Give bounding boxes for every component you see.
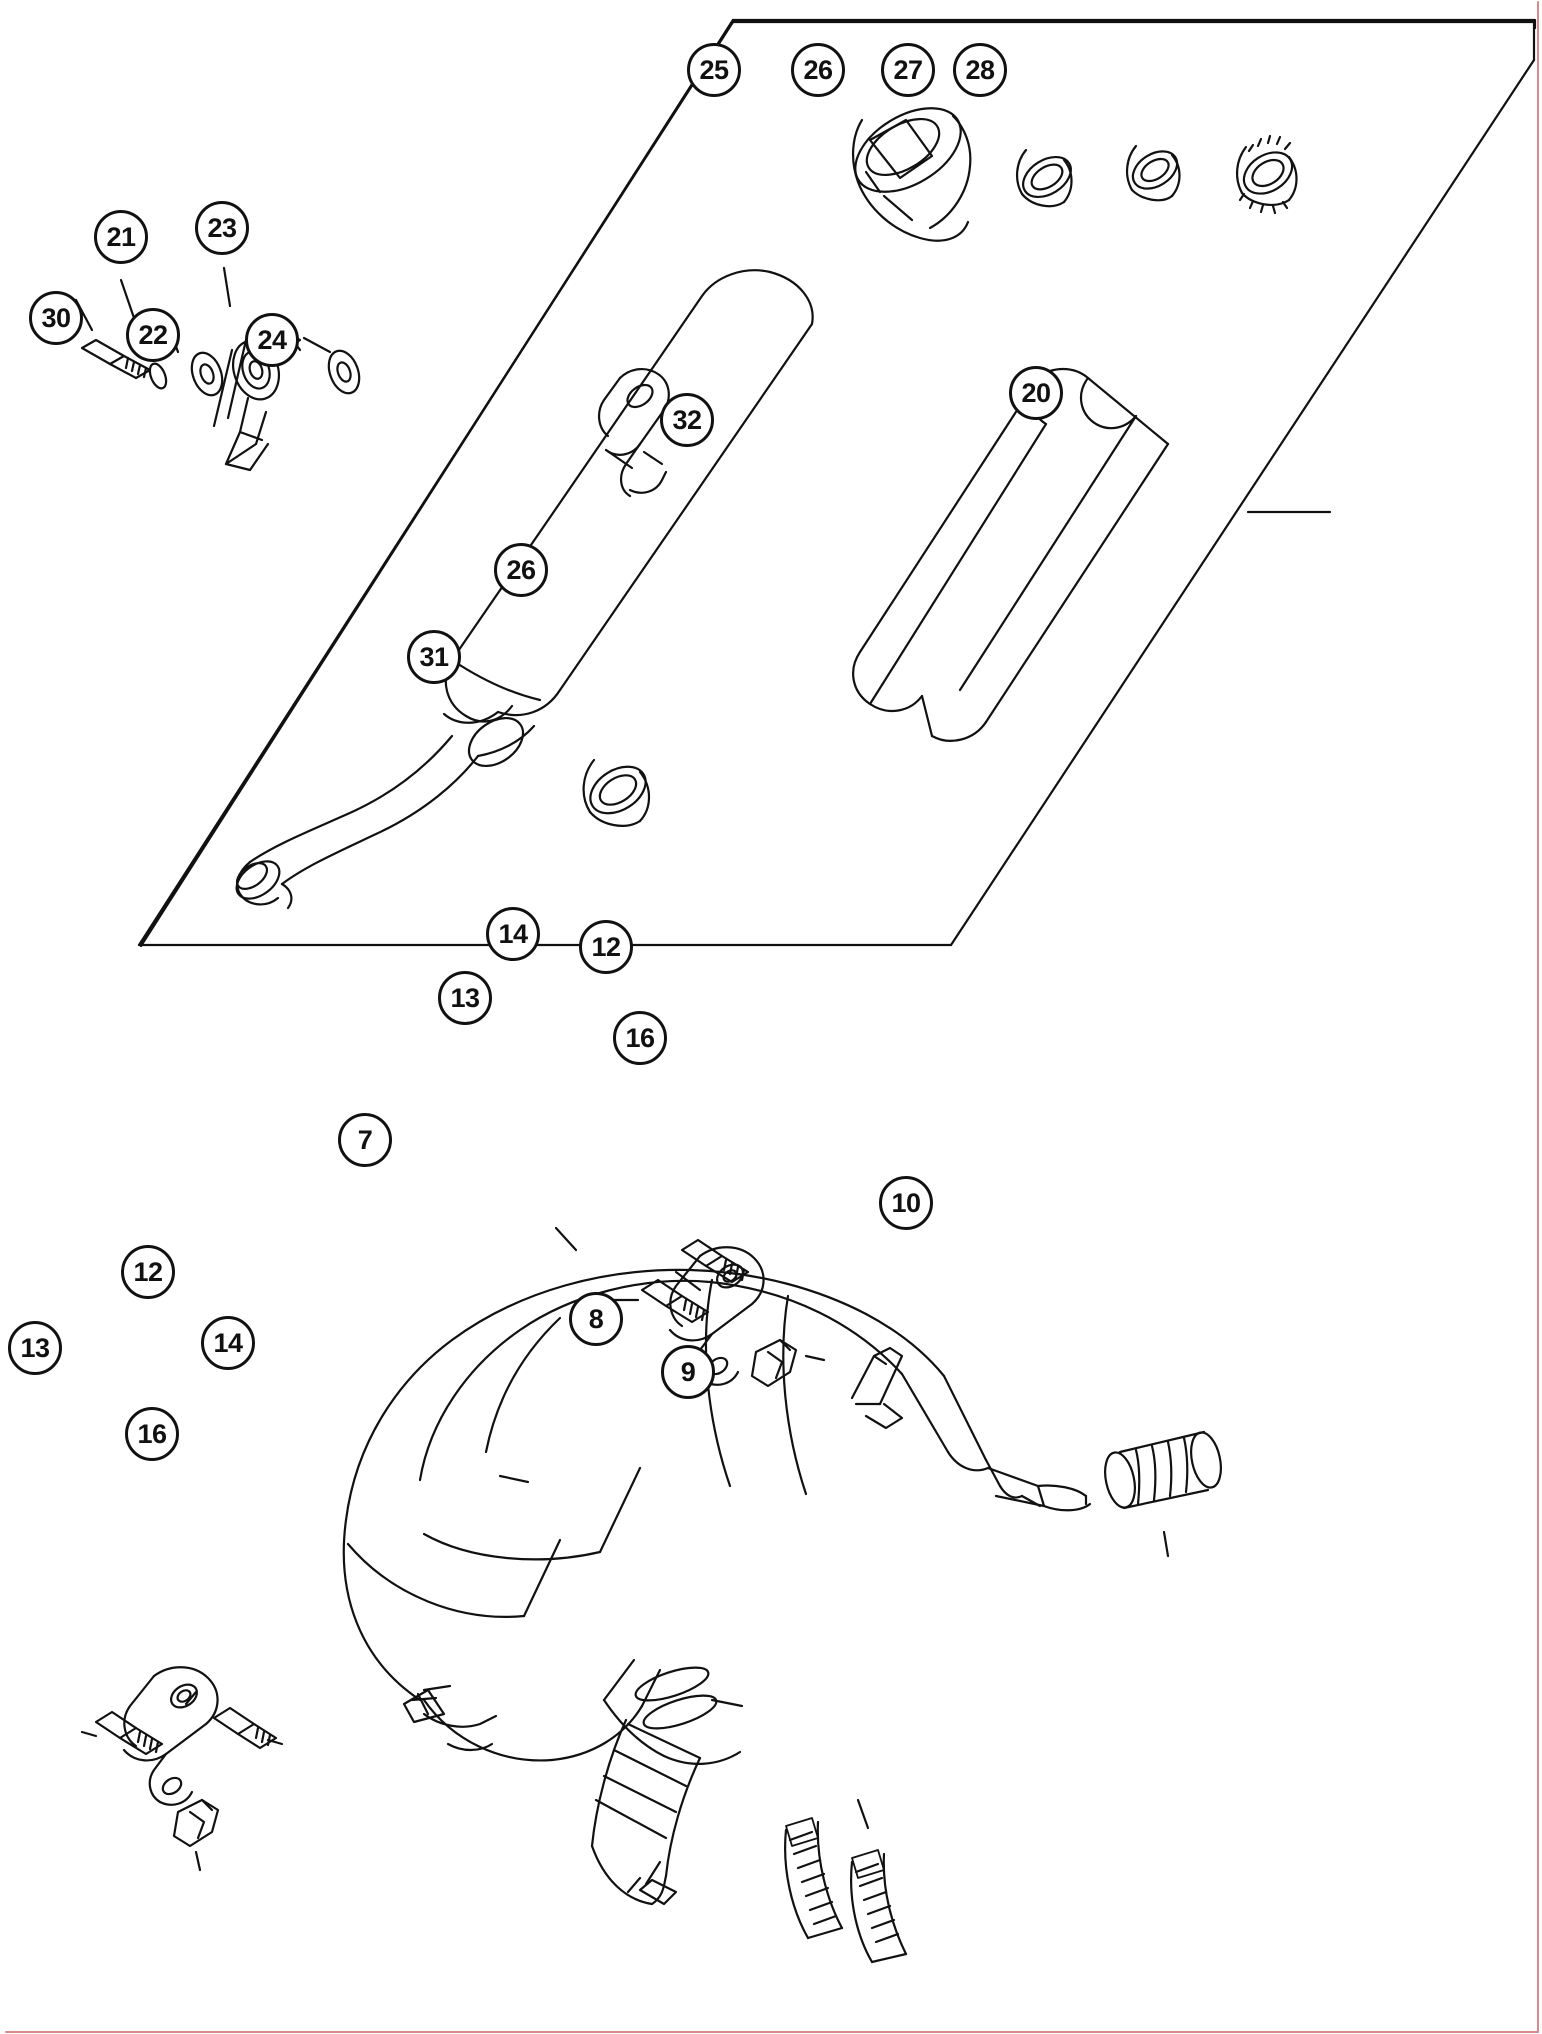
callout-28[interactable]: 28 [953, 43, 1007, 97]
callout-27[interactable]: 27 [881, 43, 935, 97]
callout-22[interactable]: 22 [126, 308, 180, 362]
callout-13-lower[interactable]: 13 [8, 1321, 62, 1375]
callout-10[interactable]: 10 [879, 1176, 933, 1230]
callout-26-top[interactable]: 26 [791, 43, 845, 97]
callout-12-upper[interactable]: 12 [579, 920, 633, 974]
callout-9[interactable]: 9 [661, 1345, 715, 1399]
callout-16-upper[interactable]: 16 [613, 1011, 667, 1065]
callout-14-lower[interactable]: 14 [201, 1316, 255, 1370]
callout-25[interactable]: 25 [687, 43, 741, 97]
callout-23[interactable]: 23 [195, 201, 249, 255]
callout-13-upper[interactable]: 13 [438, 971, 492, 1025]
callout-8[interactable]: 8 [569, 1292, 623, 1346]
callout-7[interactable]: 7 [338, 1113, 392, 1167]
callout-32[interactable]: 32 [660, 393, 714, 447]
callout-24[interactable]: 24 [245, 313, 299, 367]
callout-12-lower[interactable]: 12 [121, 1245, 175, 1299]
callout-31[interactable]: 31 [407, 630, 461, 684]
callout-30[interactable]: 30 [29, 291, 83, 345]
callout-26-lower[interactable]: 26 [494, 543, 548, 597]
callout-16-lower[interactable]: 16 [125, 1407, 179, 1461]
callout-14-upper[interactable]: 14 [486, 907, 540, 961]
callout-21[interactable]: 21 [94, 210, 148, 264]
callout-20[interactable]: 20 [1009, 366, 1063, 420]
